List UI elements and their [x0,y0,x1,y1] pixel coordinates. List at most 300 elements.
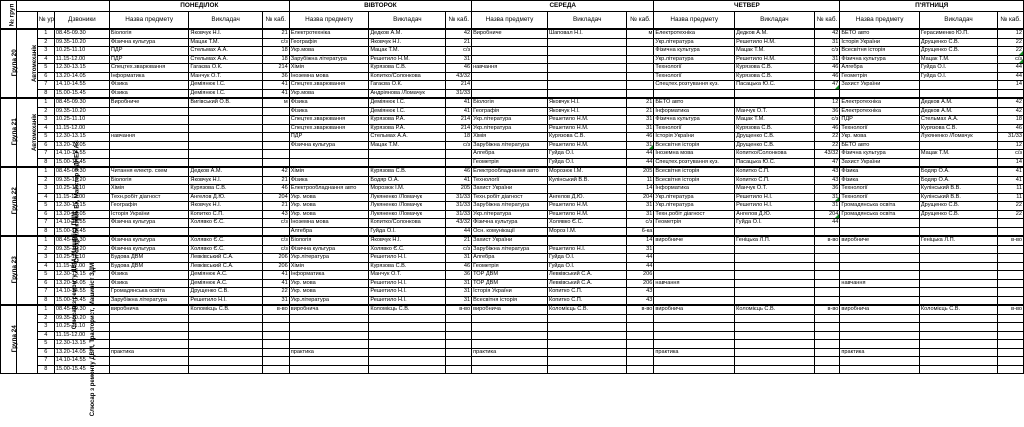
subject-cell: Громадянська освіта [840,210,920,219]
lesson-number: 5 [37,271,54,280]
lesson-time: 10.25-11.10 [54,185,109,194]
group-number-label: Група 22 [10,187,18,215]
teacher-cell [189,141,262,150]
teacher-cell: Копитко С.П. [735,176,815,185]
room-cell: 214 [446,124,472,133]
room-cell: с/з [262,245,289,254]
lesson-row [1,141,1024,150]
lesson-time: 13.20-14.05 [54,279,109,288]
subject-cell [654,331,735,340]
room-cell [627,81,654,90]
teacher-cell [547,236,627,245]
teacher-cell: Гуйда О.І. [547,254,627,263]
room-header: № каб. [998,12,1024,30]
teacher-cell: Решетило Н.М. [547,116,627,125]
teacher-cell: Морозюк І.М. [369,185,446,194]
teacher-cell [369,340,446,349]
teacher-cell: Дедков А.М. [369,29,446,38]
teacher-cell: Мацак Т.М. [369,47,446,56]
lesson-time: 13.20-14.05 [54,348,109,357]
room-cell: 14 [627,185,654,194]
lesson-time: 13.20-14.05 [54,72,109,81]
subject-cell: Фізика [840,176,920,185]
teacher-header: Викладач [919,12,997,30]
room-cell: 14 [627,236,654,245]
subject-cell: Іноземна мова [654,150,735,159]
lesson-number: 5 [37,64,54,73]
room-cell [814,365,840,374]
teacher-cell: Левківський С.А. [547,271,627,280]
subject-cell [840,365,920,374]
teacher-cell [735,296,815,305]
subject-cell: Укр. мова [289,210,369,219]
room-cell: 22 [814,133,840,142]
lesson-number: 6 [37,210,54,219]
subject-cell [109,107,189,116]
room-cell: 31 [814,38,840,47]
lesson-number: 1 [37,305,54,314]
lesson-number: 7 [37,81,54,90]
teacher-cell [735,365,815,374]
lesson-row [1,116,1024,125]
room-cell: в-во [814,305,840,314]
lesson-number: 2 [37,107,54,116]
subject-cell [654,340,735,349]
teacher-cell [735,227,815,236]
subject-cell: Іноземна мова [289,72,369,81]
lesson-time: 11.15-12.00 [54,55,109,64]
teacher-cell: Манчук О.Т. [735,107,815,116]
subject-cell [109,340,189,349]
teacher-cell [189,133,262,142]
subject-cell [840,245,920,254]
room-cell: 12 [814,98,840,107]
room-cell [627,64,654,73]
lesson-row [1,185,1024,194]
teacher-cell [547,72,627,81]
subject-cell: Фізика [109,271,189,280]
room-cell: 36 [262,72,289,81]
teacher-cell: Шаповал Н.І. [547,29,627,38]
lesson-time: 12.30-13.15 [54,202,109,211]
lesson-row [1,55,1024,64]
teacher-cell: Лукяненко /Ломачук [369,210,446,219]
group-profession-label: Слюсар-електрик ЕУ, Майстер з ДНЕУ АЗ [74,140,81,263]
subject-cell: ПДР [109,47,189,56]
subject-cell: Електротехніка [654,29,735,38]
teacher-cell: Мацак Т.М. [735,47,815,56]
lesson-row [1,323,1024,332]
subject-cell: виробнича [472,305,548,314]
room-cell: 47 [814,158,840,167]
teacher-cell: Копитко С.П. [189,210,262,219]
room-cell: в-во [627,305,654,314]
teacher-header: Викладач [369,12,446,30]
teacher-cell: Дедков А.М. [919,98,997,107]
subject-cell [472,340,548,349]
teacher-cell [369,357,446,366]
room-cell: 47 [814,81,840,90]
room-cell: 41 [998,167,1024,176]
subject-cell: Спецтех.зварювання [109,64,189,73]
room-cell: 41 [262,279,289,288]
room-cell [998,340,1024,349]
teacher-cell: Герасименко Ю.П. [919,29,997,38]
lesson-time: 09.35-10.20 [54,245,109,254]
lesson-number: 4 [37,193,54,202]
room-cell: 214 [446,116,472,125]
teacher-header: Викладач [189,12,262,30]
teacher-cell: Лукяненко /Ломачук [369,202,446,211]
subject-cell [472,55,548,64]
room-cell: 21 [262,176,289,185]
subject-cell: Технології [840,185,920,194]
room-cell: 204 [262,193,289,202]
teacher-cell: Бодяр О.А. [919,167,997,176]
room-cell: 31 [446,296,472,305]
group-number [1,29,17,98]
teacher-cell: Решетило Н.М. [547,124,627,133]
room-cell: 22 [998,38,1024,47]
lesson-row [1,72,1024,81]
subject-cell: Всесвітня історія [654,141,735,150]
room-cell: 31 [446,55,472,64]
teacher-cell: Левківський С.А. [547,279,627,288]
lesson-time: 12.30-13.15 [54,133,109,142]
room-cell: 11 [627,176,654,185]
teacher-cell [919,365,997,374]
subject-cell: Історія України [472,288,548,297]
lesson-row [1,38,1024,47]
room-cell [814,89,840,98]
teacher-cell: Копитко С.П. [547,296,627,305]
subject-cell [472,89,548,98]
lesson-number: 3 [37,47,54,56]
room-cell: 205 [627,167,654,176]
group-number [1,236,17,305]
lesson-row [1,158,1024,167]
subject-cell: ТОР ДВМ [472,279,548,288]
subject-cell [109,227,189,236]
lesson-number: 2 [37,314,54,323]
subject-cell: Біологія [109,29,189,38]
teacher-cell: Решетило Н.І. [735,202,815,211]
subject-cell [840,262,920,271]
subject-cell [289,365,369,374]
teacher-cell: Кулінський В.В. [919,185,997,194]
subject-cell: Інформатика [654,107,735,116]
lesson-row [1,167,1024,176]
subject-cell [472,38,548,47]
lesson-number: 8 [37,365,54,374]
lesson-time: 09.35-10.20 [54,38,109,47]
room-cell [998,279,1024,288]
lesson-number: 2 [37,245,54,254]
teacher-cell: Друщенко С.В. [189,288,262,297]
teacher-cell [735,340,815,349]
room-cell: с/з [627,219,654,228]
room-cell: с/з [998,150,1024,159]
lesson-time: 13.20-14.05 [54,141,109,150]
lesson-number: 4 [37,331,54,340]
teacher-cell [919,296,997,305]
lesson-time: 14.10-14.55 [54,219,109,228]
subject-cell: Укр. мова [289,288,369,297]
room-cell: 31/33 [998,133,1024,142]
subject-cell: Хімія [289,64,369,73]
subject-cell [109,150,189,159]
subject-cell: Спецтех.розтування куз. [654,81,735,90]
room-cell: 31/33 [446,193,472,202]
teacher-cell: Стельмах А.А. [369,133,446,142]
subject-cell [840,288,920,297]
room-cell [262,150,289,159]
lesson-time: 10.25-11.10 [54,47,109,56]
room-cell: 41 [998,176,1024,185]
lesson-number: 1 [37,29,54,38]
room-cell [998,254,1024,263]
teacher-cell [547,340,627,349]
room-cell [814,227,840,236]
room-cell [998,296,1024,305]
room-cell [627,89,654,98]
room-cell [446,365,472,374]
room-cell [627,357,654,366]
teacher-cell: Гагаєва О.К. [369,81,446,90]
lesson-time: 15.00-15.45 [54,365,109,374]
room-cell [814,331,840,340]
lesson-row [1,176,1024,185]
teacher-cell: Копитко/Солонкова [369,72,446,81]
room-cell: 41 [446,176,472,185]
subject-cell: Укр.література [654,55,735,64]
lesson-row [1,219,1024,228]
subject-cell [289,158,369,167]
lesson-time: 12.30-13.15 [54,64,109,73]
subject-cell: Захист України [840,158,920,167]
subject-cell: Фізична культура [289,245,369,254]
room-cell: 43 [814,167,840,176]
room-header: № каб. [627,12,654,30]
room-cell [814,296,840,305]
teacher-cell [547,323,627,332]
teacher-cell [369,331,446,340]
day-header-thursday: ЧЕТВЕР [654,1,840,12]
teacher-cell: Морозюк І.М. [547,167,627,176]
room-cell [998,271,1024,280]
room-cell: 31 [446,279,472,288]
teacher-cell: Копитко/Солонкова [369,219,446,228]
teacher-cell: Манчук О.Т. [369,271,446,280]
group-profession [16,98,37,167]
room-cell: 18 [262,47,289,56]
subject-cell: Спецтех.розтування куз. [654,158,735,167]
lesson-time: 09.35-10.20 [54,314,109,323]
subject-cell: Фізика [289,176,369,185]
room-cell [814,271,840,280]
subject-cell: Фізична культура [654,47,735,56]
subject-cell: Хімія [289,167,369,176]
lesson-row [1,340,1024,349]
room-cell [814,288,840,297]
lesson-time: 14.10-14.55 [54,150,109,159]
subject-cell: Укр.література [472,116,548,125]
subject-cell: Електрообладнання авто [289,185,369,194]
room-cell [627,55,654,64]
subject-cell [840,357,920,366]
teacher-cell: Левківський С.А. [189,254,262,263]
subject-cell: Укр.література [472,124,548,133]
teacher-cell: Решетило Н.М. [369,55,446,64]
subject-cell: ТОР ДВМ [472,271,548,280]
teacher-cell: Друщенко С.В. [919,38,997,47]
subject-cell: Алгебра [840,64,920,73]
teacher-cell [919,89,997,98]
teacher-cell [189,357,262,366]
lesson-row [1,279,1024,288]
teacher-cell: Мацак Т.М. [919,150,997,159]
lesson-number: 7 [37,288,54,297]
group-profession-label: Автомеханік [31,113,38,151]
teacher-cell [189,150,262,159]
teacher-cell [919,340,997,349]
teacher-cell [189,340,262,349]
teacher-cell: Деміянюк І.С. [369,107,446,116]
teacher-cell [735,279,815,288]
teacher-cell: Ангелов Д.Ю. [547,193,627,202]
subject-cell: Техн.робіт діагност [654,210,735,219]
teacher-cell: Курязова С.В. [919,124,997,133]
room-cell: с/з [446,141,472,150]
subject-cell [472,331,548,340]
subject-cell: Виробниче [109,98,189,107]
teacher-cell: Геніцька Л.П. [735,236,815,245]
lesson-number: 3 [37,254,54,263]
subject-cell: Фізична культура [109,236,189,245]
subject-cell [654,262,735,271]
room-cell [998,288,1024,297]
teacher-cell: Пасацька Ю.С. [735,81,815,90]
subject-cell: Біологія [289,236,369,245]
teacher-cell: Коломієць С.В. [735,305,815,314]
subject-cell: виробниче [654,236,735,245]
teacher-cell [919,219,997,228]
room-cell: 44 [998,64,1024,73]
teacher-cell [189,158,262,167]
teacher-cell [919,141,997,150]
teacher-cell [735,357,815,366]
teacher-cell [369,365,446,374]
group-profession [16,29,37,98]
subject-cell: Всесвітня історія [472,296,548,305]
teacher-cell: Гагаєва О.К. [189,64,262,73]
teacher-cell: Копитко/Солонкова [735,150,815,159]
teacher-cell: Решетило Н.М. [547,141,627,150]
room-cell: 31/33 [446,210,472,219]
teacher-cell: Решетило Н.І. [735,193,815,202]
teacher-cell: Яковчук Н.І. [189,202,262,211]
teacher-cell: Гуйда О.І. [547,150,627,159]
room-cell: в-во [262,305,289,314]
lesson-time: 15.00-15.45 [54,296,109,305]
room-cell: в-во [998,305,1024,314]
teacher-cell [189,314,262,323]
teacher-cell [735,348,815,357]
teacher-cell: Копитко С.П. [735,167,815,176]
room-cell [627,38,654,47]
subject-cell: Геометрія [840,72,920,81]
subject-cell: Укр. мова [289,202,369,211]
subject-cell: Фізична культура [109,219,189,228]
teacher-cell: Яковчук Н.І. [189,176,262,185]
room-cell: 31 [814,55,840,64]
room-cell [446,357,472,366]
room-cell: 46 [446,262,472,271]
lesson-row [1,89,1024,98]
teacher-cell [919,348,997,357]
teacher-cell: Решетило Н.І. [547,245,627,254]
subject-cell [289,340,369,349]
room-cell: 46 [446,167,472,176]
subject-cell: Фізична культура [109,245,189,254]
subject-cell [654,357,735,366]
lesson-number: 8 [37,227,54,236]
spacer-header [16,12,37,30]
teacher-cell [547,55,627,64]
subject-cell: Укр.література [654,193,735,202]
subject-cell: Хімія [289,262,369,271]
subject-cell [109,158,189,167]
teacher-cell [735,314,815,323]
lesson-row [1,245,1024,254]
subject-cell: виробнича [109,305,189,314]
room-cell [446,348,472,357]
subject-cell: Географія [109,202,189,211]
subject-cell: Технології [654,72,735,81]
lesson-time: 14.10-14.55 [54,357,109,366]
teacher-cell: Курязова С.В. [735,64,815,73]
teacher-cell: Холявко Є.С. [547,219,627,228]
teacher-cell: Друщенко С.В. [919,202,997,211]
subject-cell [109,116,189,125]
group-profession-label: Автомеханік [31,44,38,82]
teacher-cell [919,81,997,90]
subject-cell [840,89,920,98]
teacher-cell: Гуйда О.І. [547,262,627,271]
room-cell: 31 [627,124,654,133]
teacher-cell [369,348,446,357]
room-cell [998,357,1024,366]
teacher-cell [547,357,627,366]
room-cell [627,314,654,323]
lesson-time: 10.25-11.10 [54,323,109,332]
subject-cell: Хімія [472,133,548,142]
subject-cell: Хімія [109,185,189,194]
teacher-cell [735,262,815,271]
room-cell: в-во [446,305,472,314]
teacher-cell [735,89,815,98]
subject-cell: Осн. комунікації [472,227,548,236]
room-cell [262,227,289,236]
teacher-cell [547,89,627,98]
teacher-cell: Коломієць С.В. [369,305,446,314]
subject-cell: Захист України [472,236,548,245]
room-cell: 46 [627,133,654,142]
lesson-time: 08.45-09.30 [54,236,109,245]
subject-cell: Всесвітня історія [654,176,735,185]
lesson-row [1,365,1024,374]
teacher-cell: Решетило Н.І. [369,279,446,288]
